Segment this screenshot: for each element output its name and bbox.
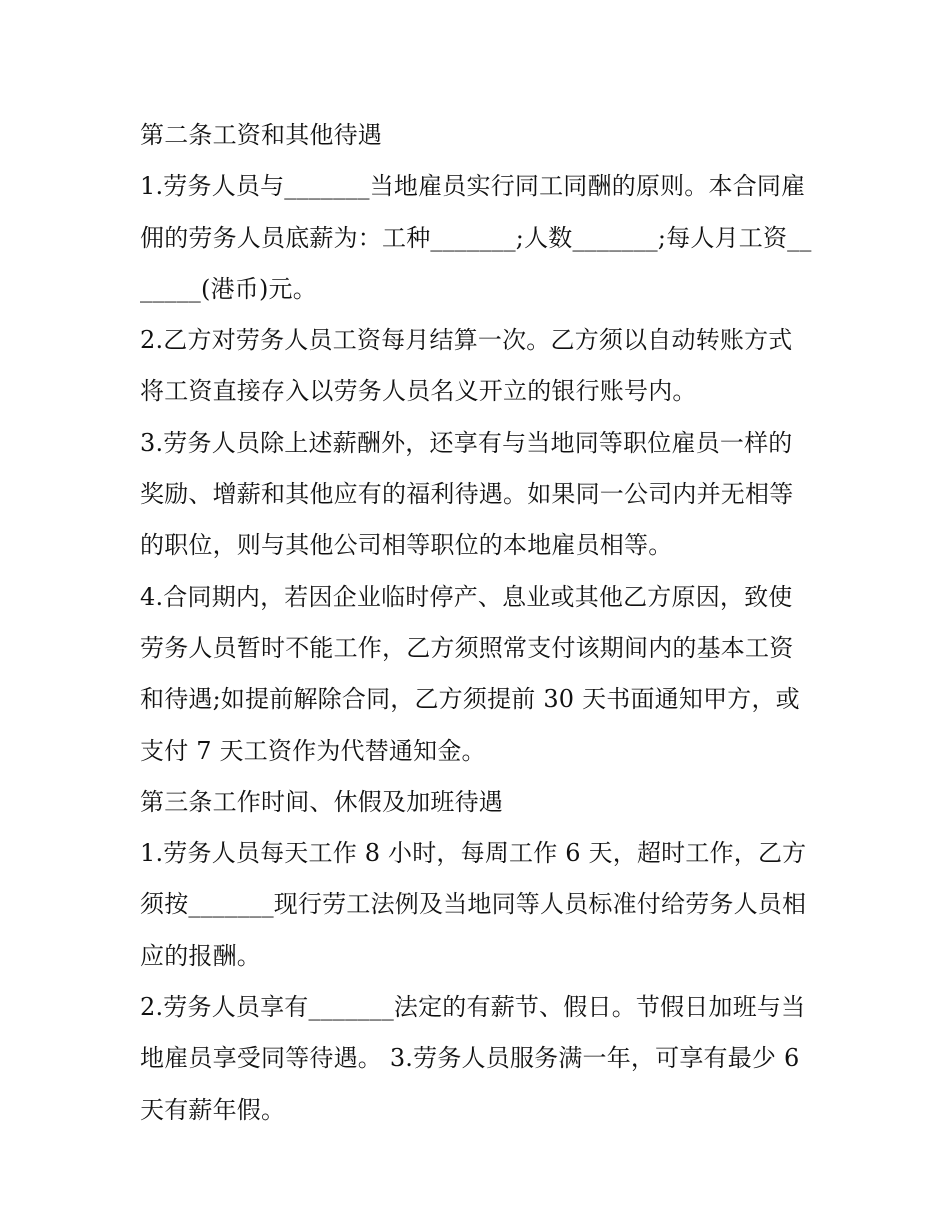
paragraph-3-2: 2.劳务人员享有_______法定的有薪节、假日。节假日加班与当地雇员享受同等待遇。 3.劳务人员服务满一年，可享有最少 6 天有薪年假。: [140, 993, 806, 1124]
paragraph-3-1: 1.劳务人员每天工作 8 小时，每周工作 6 天，超时工作，乙方须按_______现行劳工法例及当地同等人员标准付给劳务人员相应的报酬。: [140, 839, 807, 970]
paragraph-2-4: 4.合同期内，若因企业临时停产、息业或其他乙方原因，致使劳务人员暂时不能工作，乙方须照常支付该期间内的基本工资和待遇;如提前解除合同，乙方须提前 30 天书面通知甲方，或支付 7 天工资作为代替通知金。: [140, 582, 800, 765]
section-heading-2: 第二条工资和其他待遇: [140, 121, 382, 149]
document-body: [140, 110, 812, 1136]
section-heading-3: 第三条工作时间、休假及加班待遇: [140, 787, 503, 816]
paragraph-2-1: 1.劳务人员与_______当地雇员实行同工同酬的原则。本合同雇佣的劳务人员底薪为：工种_______;人数_______;每人月工资_______(港币)元。: [140, 172, 812, 303]
paragraph-2-2: 2.乙方对劳务人员工资每月结算一次。乙方须以自动转账方式将工资直接存入以劳务人员名义开立的银行账号内。: [140, 326, 793, 406]
paragraph-2-3: 3.劳务人员除上述薪酬外，还享有与当地同等职位雇员一样的奖励、增薪和其他应有的福利待遇。如果同一公司内并无相等的职位，则与其他公司相等职位的本地雇员相等。: [140, 428, 794, 560]
